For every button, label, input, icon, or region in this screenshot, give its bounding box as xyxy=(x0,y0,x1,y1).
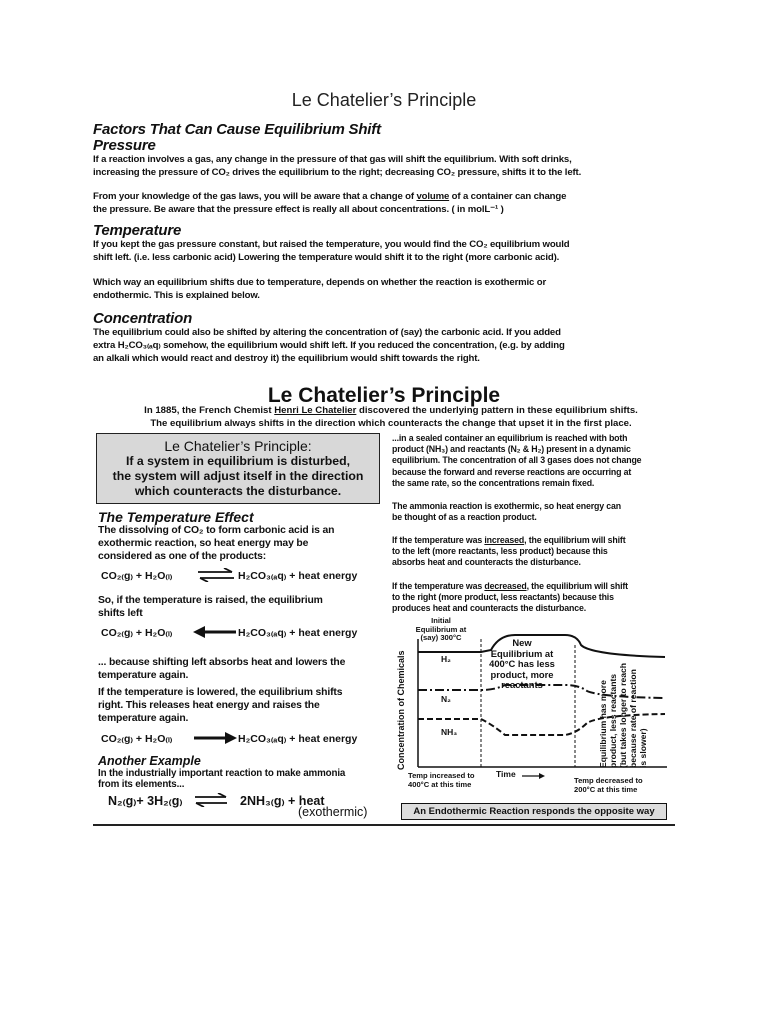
temperature-heading: Temperature xyxy=(93,222,182,239)
text-fragment: From your knowledge of the gas laws, you will be aware that a change of xyxy=(93,191,417,202)
principle-box-line: If a system in equilibrium is disturbed, xyxy=(125,454,351,468)
absorb-paragraph xyxy=(98,656,388,682)
text-line: absorbs heat and counteracts the disturbance. xyxy=(392,557,581,568)
text-line: New xyxy=(512,637,532,648)
temperature-paragraph-2 xyxy=(93,276,693,302)
text-line: temperature again. xyxy=(98,713,189,724)
equation-1-lhs: CO₂₍g₎ + H₂O₍ₗ₎ xyxy=(101,570,173,582)
text-line: exothermic reaction, so heat energy may be xyxy=(98,538,309,549)
decreased-paragraph xyxy=(392,581,682,615)
another-example-paragraph xyxy=(98,768,388,790)
text-line: equilibrium. The concentration of all 3 gases does not change xyxy=(392,455,642,466)
temperature-effect-paragraph xyxy=(98,524,388,563)
pressure-paragraph-2 xyxy=(93,190,693,216)
text-line: temperature again. xyxy=(98,670,189,681)
intro-paragraph xyxy=(96,404,686,430)
right-arrow-icon xyxy=(193,732,237,744)
text-line: product (NH₃) and reactants (N₂ & H₂) present in a dynamic xyxy=(392,444,631,455)
underlined-word: increased xyxy=(484,535,525,545)
principle-box-line: the system will adjust itself in the direction xyxy=(112,469,364,483)
text-line: the same rate, so the concentrations remain fixed. xyxy=(392,477,595,488)
text-line: produces heat and counteracts the disturbance. xyxy=(392,603,587,614)
text-fragment: discovered the underlying pattern in these equilibrium shifts. xyxy=(356,405,638,416)
factors-heading: Factors That Can Cause Equilibrium Shift xyxy=(93,121,381,138)
nh3-label: NH₃ xyxy=(441,727,458,737)
text-line: If a reaction involves a gas, any change in the pressure of that gas will shift the equilibrium. With soft drinks, xyxy=(93,154,572,165)
text-line: 400°C has less xyxy=(489,658,555,669)
n2-label: N₂ xyxy=(441,694,451,704)
text-line: Which way an equilibrium shifts due to temperature, depends on whether the reaction is exothermic or xyxy=(93,277,547,288)
slower-equilibrium-note xyxy=(598,663,648,768)
equilibrium-arrows-icon xyxy=(193,793,229,807)
time-label: Time xyxy=(496,769,516,779)
text-line: The dissolving of CO₂ to form carbonic acid is an xyxy=(98,525,335,536)
text-line: If you kept the gas pressure constant, but raised the temperature, you would find the CO₂ equilibrium would xyxy=(93,239,570,250)
equation-2-lhs: CO₂₍g₎ + H₂O₍ₗ₎ xyxy=(101,627,173,639)
equation-2-rhs: H₂CO₃₍ₐq₎ + heat energy xyxy=(238,627,358,639)
temperature-paragraph-1 xyxy=(93,238,693,264)
text-line xyxy=(96,404,686,417)
sealed-container-paragraph xyxy=(392,433,682,489)
text-line: Initial xyxy=(431,616,451,625)
text-fragment: If the temperature was xyxy=(392,581,485,591)
principle-box xyxy=(96,433,380,504)
equation-3-lhs: CO₂₍g₎ + H₂O₍ₗ₎ xyxy=(101,733,173,745)
text-line: increasing the pressure of CO₂ drives the equilibrium to the right; decreasing CO₂ pressure, shifts it to the left. xyxy=(93,167,582,178)
text-line: So, if the temperature is raised, the equilibrium xyxy=(98,595,323,606)
text-line: shift left. (i.e. less carbonic acid) Lowering the temperature would shift it to the right (more carbonic acid). xyxy=(93,252,560,263)
text-line: product, more xyxy=(490,668,554,680)
text-line: from its elements... xyxy=(98,779,185,790)
exothermic-paragraph xyxy=(392,501,682,523)
text-line: Equilibrium at xyxy=(415,624,467,634)
text-line: (say) 300°C xyxy=(420,633,462,642)
text-line: 400°C at this time xyxy=(408,779,472,789)
text-line: product, less reactants xyxy=(608,673,618,768)
endothermic-note-box: An Endothermic Reaction responds the opposite way xyxy=(401,803,667,820)
text-line: Equilibrium at xyxy=(490,647,554,659)
initial-equilibrium-label xyxy=(413,617,469,643)
text-fragment: In 1885, the French Chemist xyxy=(144,405,275,416)
text-line: The equilibrium could also be shifted by altering the concentration of (say) the carbonic acid. If you added xyxy=(93,327,561,338)
text-line xyxy=(392,535,682,546)
text-line: right. This releases heat energy and raises the xyxy=(98,700,320,711)
equation-3-rhs: H₂CO₃₍ₐq₎ + heat energy xyxy=(238,733,358,745)
another-example-heading: Another Example xyxy=(98,754,201,768)
y-axis-label: Concentration of Chemicals xyxy=(396,650,406,770)
text-line: the pressure. Be aware that the pressure effect is really all about concentrations. ( in molL⁻¹ ) xyxy=(93,204,504,215)
equation-1-rhs: H₂CO₃₍ₐq₎ + heat energy xyxy=(238,570,358,582)
principle-box-title: Le Chatelier’s Principle: xyxy=(164,438,312,454)
text-line: reactants xyxy=(501,679,543,690)
concentration-paragraph xyxy=(93,326,693,365)
text-line: The ammonia reaction is exothermic, so heat energy can xyxy=(392,501,622,511)
text-line: Temp decreased to xyxy=(574,776,643,785)
text-line xyxy=(93,190,693,203)
text-line: ... because shifting left absorbs heat and lowers the xyxy=(98,657,346,668)
text-line: endothermic. This is explained below. xyxy=(93,290,260,301)
text-line: because the forward and reverse reactions are occurring at xyxy=(392,466,632,477)
exothermic-note: (exothermic) xyxy=(298,805,368,819)
h2-label: H₂ xyxy=(441,654,451,664)
text-line: ...in a sealed container an equilibrium is reached with both xyxy=(392,433,628,443)
text-fragment: , the equilibrium will shift xyxy=(526,581,628,591)
bottom-rule xyxy=(93,824,675,826)
underlined-word: decreased xyxy=(484,581,527,591)
ammonia-equation-lhs: N₂₍g₎+ 3H₂₍g₎ xyxy=(108,794,183,808)
underlined-word: volume xyxy=(416,191,450,202)
text-line: shifts left xyxy=(98,608,143,619)
banner-title: Le Chatelier’s Principle xyxy=(267,384,501,407)
lower-paragraph xyxy=(98,686,388,725)
left-arrow-icon xyxy=(193,626,237,638)
text-line: In the industrially important reaction to make ammonia xyxy=(98,768,346,779)
underlined-name: Henri Le Chatelier xyxy=(274,405,357,416)
text-line: is slower) xyxy=(638,728,648,768)
text-line: to the left (more reactants, less product) because this xyxy=(392,546,608,557)
principle-box-line: which counteracts the disturbance. xyxy=(134,484,342,498)
text-line xyxy=(392,581,682,592)
text-line: extra H₂CO₃₍ₐq₎ somehow, the equilibrium would shift left. If you reduced the concentration, (e.g. by adding xyxy=(93,340,565,351)
temp-increased-label xyxy=(408,772,488,789)
text-line: be thought of as a reaction product. xyxy=(392,512,537,523)
concentration-heading: Concentration xyxy=(93,310,193,327)
increased-paragraph xyxy=(392,535,682,569)
text-line: 200°C at this time xyxy=(574,784,638,794)
new-equilibrium-label xyxy=(478,638,566,691)
pressure-heading: Pressure xyxy=(93,137,156,154)
text-line: considered as one of the products: xyxy=(98,551,267,562)
text-line: Equilibrium has more xyxy=(598,680,608,768)
temperature-effect-heading: The Temperature Effect xyxy=(98,509,254,525)
text-line: (but takes longer to reach xyxy=(618,662,628,768)
raise-paragraph xyxy=(98,594,388,620)
time-arrowhead xyxy=(539,773,545,779)
text-line: The equilibrium always shifts in the direction which counteracts the change that upset it in the first place. xyxy=(150,418,632,429)
text-line: If the temperature is lowered, the equilibrium shifts xyxy=(98,687,343,698)
text-fragment: If the temperature was xyxy=(392,535,485,545)
ammonia-equation-rhs: 2NH₃₍g₎ + heat xyxy=(240,794,325,808)
text-line: Temp increased to xyxy=(408,771,475,780)
text-line: because rate of reaction xyxy=(628,669,638,768)
equilibrium-arrows-icon xyxy=(196,568,236,582)
pressure-paragraph-1 xyxy=(93,153,693,179)
text-line: an alkali which would react and destroy it) the equilibrium would shift towards the right. xyxy=(93,353,480,364)
temp-decreased-label xyxy=(574,777,664,794)
document-title: Le Chatelier’s Principle xyxy=(291,90,477,110)
text-fragment: , the equilibrium will shift xyxy=(524,535,626,545)
text-fragment: of a container can change xyxy=(449,191,567,202)
text-line: to the right (more product, less reactants) because this xyxy=(392,592,614,603)
